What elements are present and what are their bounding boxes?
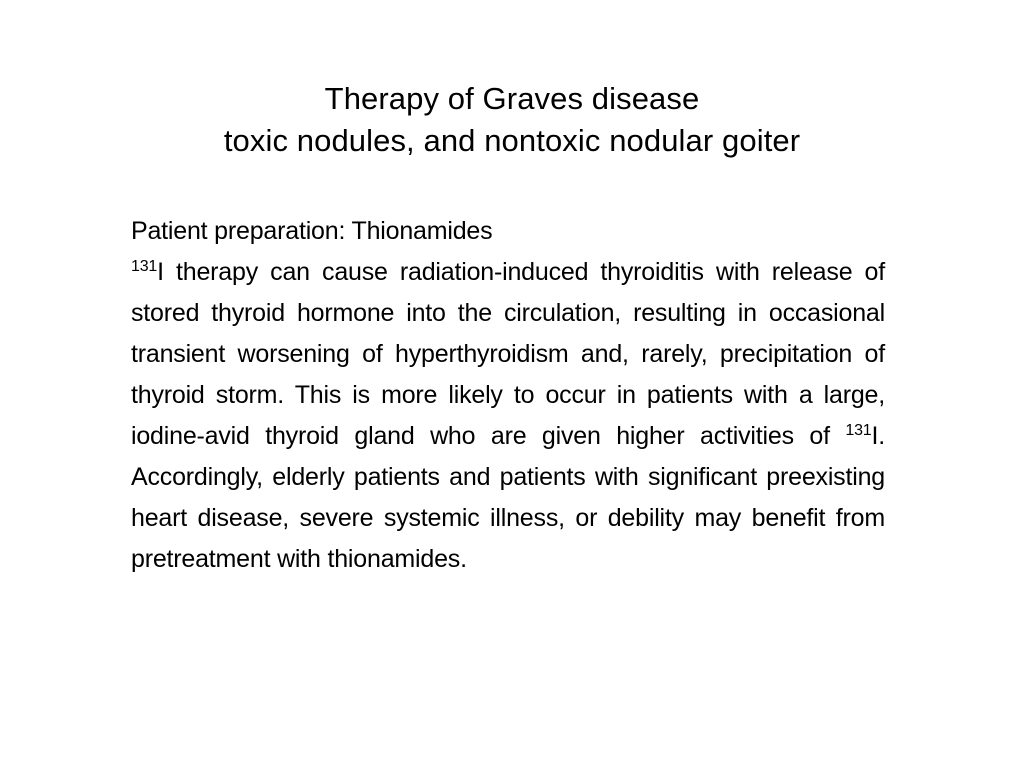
slide-body bbox=[131, 211, 885, 580]
body-paragraph bbox=[131, 252, 885, 580]
paragraph-text-1: I therapy can cause radiation-induced thyroiditis with release of stored thyroid hormone into the circulation, resulting in occasional transient worsening of hyperthyroidism and, rarely, precipitation of thyroid storm. This is more likely to occur in patients with a large, iodine-avid thyroid gland who are given higher activities of bbox=[131, 258, 885, 450]
slide-title bbox=[0, 78, 1024, 162]
isotope-superscript-1: 131 bbox=[131, 258, 158, 275]
title-line-1: Therapy of Graves disease bbox=[324, 81, 700, 116]
subheading: Patient preparation: Thionamides bbox=[131, 217, 493, 245]
title-line-2: toxic nodules, and nontoxic nodular goiter bbox=[223, 123, 801, 158]
isotope-superscript-2: 131 bbox=[845, 422, 872, 439]
paragraph-text-2: I. Accordingly, elderly patients and patients with significant preexisting heart disease, severe systemic illness, or debility may benefit from pretreatment with thionamides. bbox=[131, 422, 885, 573]
